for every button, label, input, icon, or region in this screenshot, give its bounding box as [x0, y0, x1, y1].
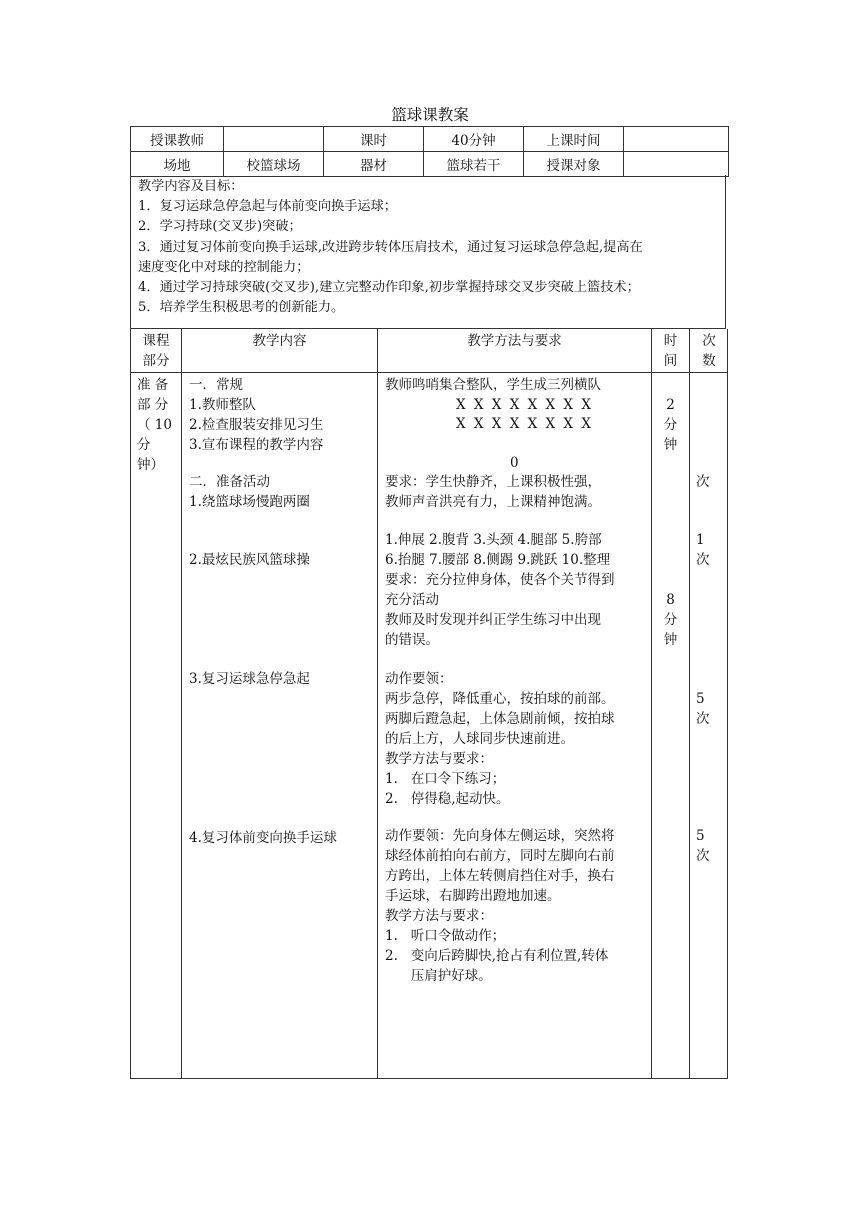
method-exercise-steps: 1.伸展 2.腹背 3.头颈 4.腿部 5.胯部 6.抬腿 7.腰部 8.侧踢 9.跳跃 10.整理 要求：充分拉伸身体，使各个关节得到 充分活动 教师及时发现并纠正学生练习中出现 的错误。: [385, 532, 615, 648]
content-stop-start-drill: 3.复习运球急停急起: [189, 671, 310, 687]
header-divider: [130, 372, 728, 373]
objective-item: 5．培养学生积极思考的创新能力。: [138, 300, 345, 316]
formation-row: X X X X X X X X: [456, 397, 593, 413]
column-divider: [377, 329, 378, 1079]
method-crossover: 动作要领：先向身体左侧运球，突然将 球经体前拍向右前方，同时左脚向右前 方跨出，上体左转侧肩挡住对手，换右 手运球，右脚跨出蹬地加速。 教学方法与要求： 1. 听口令做动作； 2. 变向后跨脚快,抢占有利位置,转体 压肩护好球。: [385, 828, 615, 984]
section-part-label: 准 备 部 分 （ 10 分 钟）: [137, 377, 172, 473]
time-warmup: 8 分 钟: [663, 592, 678, 648]
count-exercise: 1 次: [696, 532, 710, 568]
equipment-value: 篮球若干: [424, 152, 524, 177]
objectives-box: [130, 175, 726, 329]
duration-label: 课时: [324, 127, 424, 152]
teacher-label: 授课教师: [131, 127, 224, 152]
column-header-count: 次 数: [702, 333, 716, 369]
equipment-label: 器材: [324, 152, 424, 177]
time-routine: 2 分 钟: [663, 397, 678, 453]
column-header-content: 教学内容: [252, 333, 307, 349]
column-header-part: 课程 部分: [142, 333, 170, 369]
column-divider: [181, 329, 182, 1079]
method-assembly: 教师鸣哨集合整队，学生成三列横队: [385, 377, 601, 393]
header-row-2: [131, 152, 729, 177]
header-table: [130, 126, 729, 177]
count-stop-start: 5 次: [696, 691, 710, 727]
venue-label: 场地: [131, 152, 224, 177]
header-row-1: [131, 127, 729, 152]
method-warmup-requirements: 要求：学生快静齐，上课积极性强， 教师声音洪亮有力，上课精神饱满。: [385, 474, 601, 510]
objectives-heading: 教学内容及目标：: [138, 179, 244, 194]
content-basketball-exercise: 2.最炫民族风篮球操: [189, 552, 310, 568]
objective-item: 速度变化中对球的控制能力；: [138, 259, 310, 275]
count-jog: 次: [696, 474, 710, 490]
page-title: 篮球课教案: [391, 106, 469, 124]
formation-row: X X X X X X X X: [456, 416, 593, 432]
audience-value: [624, 152, 729, 177]
content-warmup: 二．准备活动 1.绕篮球场慢跑两圈: [189, 474, 310, 510]
venue-value: 校篮球场: [224, 152, 324, 177]
audience-label: 授课对象: [524, 152, 624, 177]
objective-item: 1．复习运球急停急起与体前变向换手运球；: [138, 199, 397, 215]
objective-item: 2．学习持球(交叉步)突破；: [138, 219, 302, 235]
objective-item: 4．通过学习持球突破(交叉步),建立完整动作印象,初步掌握持球交叉步突破上篮技术；: [138, 280, 640, 296]
objective-item: 3．通过复习体前变向换手运球,改进跨步转体压肩技术，通过复习运球急停急起,提高在: [138, 239, 643, 255]
class-time-label: 上课时间: [524, 127, 624, 152]
content-crossover-drill: 4.复习体前变向换手运球: [189, 830, 337, 846]
duration-value: 40分钟: [424, 127, 524, 152]
teacher-value: [224, 127, 324, 152]
class-time-value: [624, 127, 729, 152]
column-header-method: 教学方法与要求: [467, 333, 562, 349]
teacher-position-mark: 0: [510, 455, 519, 471]
column-header-time: 时 间: [663, 333, 678, 369]
column-divider: [689, 329, 690, 1079]
count-crossover: 5 次: [696, 828, 710, 864]
content-routine: 一．常规 1.教师整队 2.检查服装安排见习生 3.宣布课程的教学内容: [189, 377, 324, 453]
method-stop-start: 动作要领： 两步急停，降低重心，按拍球的前部。 两脚后蹬急起，上体急剧前倾，按拍球 的后上方，人球同步快速前进。 教学方法与要求： 1. 在口令下练习； 2. 停得稳,起动快。: [385, 671, 615, 807]
